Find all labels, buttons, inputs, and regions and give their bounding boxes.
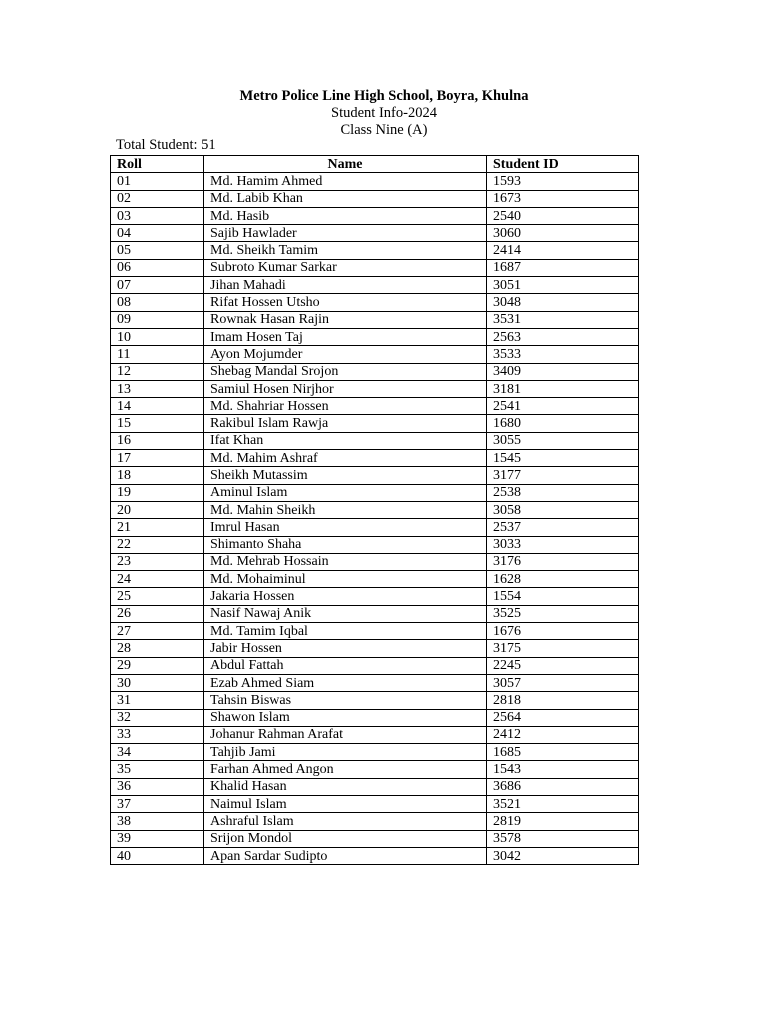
student-id-cell: 1687 (487, 259, 639, 276)
school-name: Metro Police Line High School, Boyra, Khulna (239, 88, 529, 104)
roll-cell: 03 (111, 207, 204, 224)
total-student-count: Total Student: 51 (116, 137, 216, 153)
roll-cell: 12 (111, 363, 204, 380)
roll-cell: 22 (111, 536, 204, 553)
student-id-cell: 3521 (487, 795, 639, 812)
name-cell: Imam Hosen Taj (204, 328, 487, 345)
name-cell: Md. Mahin Sheikh (204, 501, 487, 518)
table-row (111, 225, 639, 242)
roll-cell: 06 (111, 259, 204, 276)
table-row (111, 674, 639, 691)
student-id-cell: 3176 (487, 553, 639, 570)
roll-cell: 21 (111, 519, 204, 536)
student-table-body (111, 173, 639, 865)
table-row (111, 640, 639, 657)
table-row (111, 259, 639, 276)
student-id-cell: 3578 (487, 830, 639, 847)
name-cell: Ezab Ahmed Siam (204, 674, 487, 691)
name-cell: Imrul Hasan (204, 519, 487, 536)
name-cell: Rakibul Islam Rawja (204, 415, 487, 432)
name-cell: Md. Sheikh Tamim (204, 242, 487, 259)
name-cell: Rifat Hossen Utsho (204, 294, 487, 311)
table-row (111, 726, 639, 743)
table-row (111, 328, 639, 345)
student-id-cell: 1593 (487, 173, 639, 190)
student-id-cell: 2563 (487, 328, 639, 345)
roll-cell: 16 (111, 432, 204, 449)
name-cell: Samiul Hosen Nirjhor (204, 380, 487, 397)
roll-cell: 34 (111, 744, 204, 761)
table-row (111, 380, 639, 397)
name-cell: Md. Mahim Ashraf (204, 450, 487, 467)
roll-cell: 28 (111, 640, 204, 657)
name-cell: Nasif Nawaj Anik (204, 605, 487, 622)
name-cell: Jakaria Hossen (204, 588, 487, 605)
name-cell: Apan Sardar Sudipto (204, 847, 487, 864)
table-row (111, 363, 639, 380)
roll-cell: 24 (111, 571, 204, 588)
table-row (111, 190, 639, 207)
name-cell: Sheikh Mutassim (204, 467, 487, 484)
student-id-cell: 3058 (487, 501, 639, 518)
roll-cell: 26 (111, 605, 204, 622)
roll-cell: 09 (111, 311, 204, 328)
student-id-cell: 3057 (487, 674, 639, 691)
roll-cell: 15 (111, 415, 204, 432)
roll-cell: 02 (111, 190, 204, 207)
student-id-cell: 3525 (487, 605, 639, 622)
name-cell: Jabir Hossen (204, 640, 487, 657)
roll-cell: 10 (111, 328, 204, 345)
name-cell: Md. Labib Khan (204, 190, 487, 207)
student-id-cell: 3055 (487, 432, 639, 449)
name-cell: Md. Hasib (204, 207, 487, 224)
table-row (111, 588, 639, 605)
roll-cell: 23 (111, 553, 204, 570)
student-id-cell: 3051 (487, 277, 639, 294)
name-cell: Md. Hamim Ahmed (204, 173, 487, 190)
table-row (111, 744, 639, 761)
name-cell: Srijon Mondol (204, 830, 487, 847)
student-id-cell: 3531 (487, 311, 639, 328)
name-cell: Farhan Ahmed Angon (204, 761, 487, 778)
column-header-student-id: Student ID (487, 156, 639, 173)
student-id-cell: 3042 (487, 847, 639, 864)
table-row (111, 795, 639, 812)
student-id-cell: 2541 (487, 398, 639, 415)
roll-cell: 32 (111, 709, 204, 726)
roll-cell: 11 (111, 346, 204, 363)
student-id-cell: 1680 (487, 415, 639, 432)
table-row (111, 484, 639, 501)
roll-cell: 13 (111, 380, 204, 397)
name-cell: Shimanto Shaha (204, 536, 487, 553)
table-header-row (111, 156, 639, 173)
name-cell: Jihan Mahadi (204, 277, 487, 294)
name-cell: Md. Shahriar Hossen (204, 398, 487, 415)
roll-cell: 29 (111, 657, 204, 674)
column-header-name: Name (204, 156, 487, 173)
roll-cell: 33 (111, 726, 204, 743)
student-id-cell: 1673 (487, 190, 639, 207)
name-cell: Shawon Islam (204, 709, 487, 726)
roll-cell: 31 (111, 692, 204, 709)
student-id-cell: 2538 (487, 484, 639, 501)
student-id-cell: 3409 (487, 363, 639, 380)
table-row (111, 311, 639, 328)
table-row (111, 467, 639, 484)
roll-cell: 18 (111, 467, 204, 484)
student-id-cell: 2564 (487, 709, 639, 726)
roll-cell: 40 (111, 847, 204, 864)
roll-cell: 30 (111, 674, 204, 691)
table-row (111, 432, 639, 449)
student-id-cell: 2818 (487, 692, 639, 709)
table-row (111, 709, 639, 726)
name-cell: Naimul Islam (204, 795, 487, 812)
table-row (111, 346, 639, 363)
document-title: Student Info-2024 (331, 105, 437, 121)
roll-cell: 25 (111, 588, 204, 605)
table-row (111, 813, 639, 830)
roll-cell: 19 (111, 484, 204, 501)
student-id-cell: 1685 (487, 744, 639, 761)
student-id-cell: 3181 (487, 380, 639, 397)
student-table (110, 155, 639, 865)
student-id-cell: 3177 (487, 467, 639, 484)
table-row (111, 450, 639, 467)
table-row (111, 173, 639, 190)
student-id-cell: 2540 (487, 207, 639, 224)
name-cell: Aminul Islam (204, 484, 487, 501)
table-row (111, 519, 639, 536)
student-id-cell: 1554 (487, 588, 639, 605)
name-cell: Shebag Mandal Srojon (204, 363, 487, 380)
roll-cell: 05 (111, 242, 204, 259)
name-cell: Johanur Rahman Arafat (204, 726, 487, 743)
student-id-cell: 3686 (487, 778, 639, 795)
student-id-cell: 3175 (487, 640, 639, 657)
document-header (0, 88, 768, 139)
student-id-cell: 3533 (487, 346, 639, 363)
name-cell: Md. Mohaiminul (204, 571, 487, 588)
table-row (111, 415, 639, 432)
class-name: Class Nine (A) (340, 122, 428, 138)
roll-cell: 35 (111, 761, 204, 778)
roll-cell: 07 (111, 277, 204, 294)
name-cell: Tahjib Jami (204, 744, 487, 761)
student-id-cell: 2412 (487, 726, 639, 743)
name-cell: Khalid Hasan (204, 778, 487, 795)
table-row (111, 571, 639, 588)
student-id-cell: 2537 (487, 519, 639, 536)
student-id-cell: 2245 (487, 657, 639, 674)
roll-cell: 37 (111, 795, 204, 812)
table-row (111, 778, 639, 795)
table-row (111, 605, 639, 622)
name-cell: Ashraful Islam (204, 813, 487, 830)
table-row (111, 657, 639, 674)
roll-cell: 17 (111, 450, 204, 467)
roll-cell: 36 (111, 778, 204, 795)
table-row (111, 761, 639, 778)
name-cell: Md. Tamim Iqbal (204, 623, 487, 640)
name-cell: Abdul Fattah (204, 657, 487, 674)
roll-cell: 20 (111, 501, 204, 518)
student-id-cell: 3048 (487, 294, 639, 311)
table-row (111, 623, 639, 640)
roll-cell: 39 (111, 830, 204, 847)
roll-cell: 14 (111, 398, 204, 415)
table-row (111, 277, 639, 294)
name-cell: Sajib Hawlader (204, 225, 487, 242)
table-row (111, 830, 639, 847)
table-row (111, 207, 639, 224)
name-cell: Rownak Hasan Rajin (204, 311, 487, 328)
table-row (111, 398, 639, 415)
roll-cell: 27 (111, 623, 204, 640)
table-row (111, 501, 639, 518)
roll-cell: 38 (111, 813, 204, 830)
table-row (111, 553, 639, 570)
table-row (111, 294, 639, 311)
student-id-cell: 1543 (487, 761, 639, 778)
student-id-cell: 2414 (487, 242, 639, 259)
student-id-cell: 1545 (487, 450, 639, 467)
column-header-roll: Roll (111, 156, 204, 173)
student-id-cell: 1628 (487, 571, 639, 588)
name-cell: Tahsin Biswas (204, 692, 487, 709)
roll-cell: 01 (111, 173, 204, 190)
name-cell: Subroto Kumar Sarkar (204, 259, 487, 276)
student-id-cell: 3033 (487, 536, 639, 553)
student-id-cell: 2819 (487, 813, 639, 830)
table-row (111, 847, 639, 864)
roll-cell: 08 (111, 294, 204, 311)
table-row (111, 536, 639, 553)
table-row (111, 242, 639, 259)
name-cell: Md. Mehrab Hossain (204, 553, 487, 570)
name-cell: Ifat Khan (204, 432, 487, 449)
roll-cell: 04 (111, 225, 204, 242)
student-id-cell: 1676 (487, 623, 639, 640)
name-cell: Ayon Mojumder (204, 346, 487, 363)
student-id-cell: 3060 (487, 225, 639, 242)
table-row (111, 692, 639, 709)
